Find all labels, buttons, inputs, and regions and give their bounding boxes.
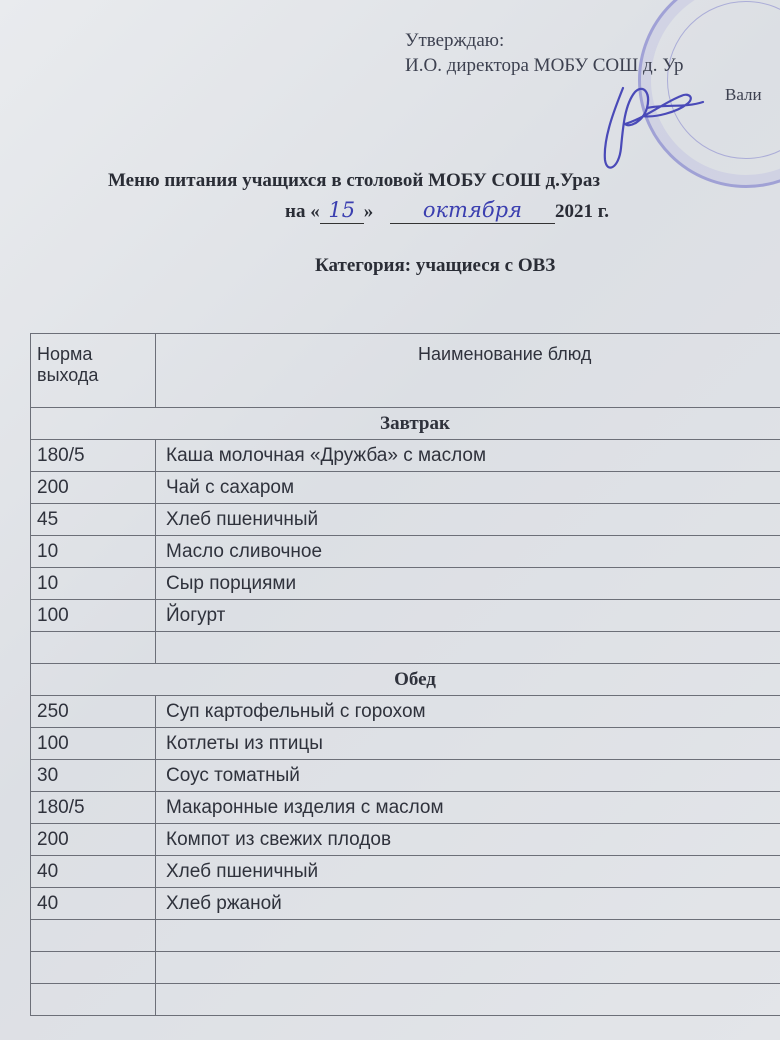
dish-cell: Хлеб пшеничный (156, 504, 780, 536)
col-dish-header: Наименование блюд (156, 334, 780, 408)
dish-cell: Котлеты из птицы (156, 728, 780, 760)
table-row (31, 696, 780, 728)
dish-cell: Соус томатный (156, 760, 780, 792)
signature (585, 78, 715, 178)
norm-cell: 200 (31, 472, 156, 504)
table-row (31, 824, 780, 856)
dish-cell: Масло сливочное (156, 536, 780, 568)
approval-line1: Утверждаю: (405, 30, 505, 51)
norm-cell (31, 984, 156, 1016)
norm-cell: 40 (31, 856, 156, 888)
table-row (31, 632, 780, 664)
norm-cell: 200 (31, 824, 156, 856)
dish-cell: Хлеб ржаной (156, 888, 780, 920)
dish-cell: Каша молочная «Дружба» с маслом (156, 440, 780, 472)
section-title: Завтрак (31, 408, 780, 440)
date-month: октября (422, 198, 523, 222)
table-row (31, 984, 780, 1016)
norm-cell: 10 (31, 536, 156, 568)
dish-cell: Хлеб пшеничный (156, 856, 780, 888)
norm-cell: 250 (31, 696, 156, 728)
table-row (31, 472, 780, 504)
norm-cell: 180/5 (31, 440, 156, 472)
section-row (31, 408, 780, 440)
norm-cell (31, 952, 156, 984)
table-row (31, 792, 780, 824)
norm-cell: 45 (31, 504, 156, 536)
table-row (31, 856, 780, 888)
table-header-row (31, 334, 780, 408)
norm-cell: 40 (31, 888, 156, 920)
date-day: 15 (328, 198, 356, 222)
norm-cell: 10 (31, 568, 156, 600)
table-row (31, 536, 780, 568)
date-line (285, 198, 609, 224)
approval-block (405, 28, 762, 104)
approver-name: Вали (725, 85, 762, 104)
dish-cell: Сыр порциями (156, 568, 780, 600)
col-norm-header: Норма выхода (31, 334, 156, 408)
dish-cell (156, 952, 780, 984)
norm-cell: 30 (31, 760, 156, 792)
norm-cell (31, 632, 156, 664)
dish-cell (156, 920, 780, 952)
dish-cell (156, 632, 780, 664)
dish-cell: Макаронные изделия с маслом (156, 792, 780, 824)
dish-cell: Суп картофельный с горохом (156, 696, 780, 728)
category-line: Категория: учащиеся с ОВЗ (315, 255, 556, 276)
approval-line2: И.О. директора МОБУ СОШ д. Ур (405, 55, 684, 76)
table-row (31, 440, 780, 472)
table-row (31, 920, 780, 952)
dish-cell: Чай с сахаром (156, 472, 780, 504)
table-row (31, 760, 780, 792)
menu-table (30, 333, 780, 1016)
dish-cell (156, 984, 780, 1016)
table-row (31, 568, 780, 600)
document-title: Меню питания учащихся в столовой МОБУ СОШ д.Ураз (108, 170, 600, 191)
section-title: Обед (31, 664, 780, 696)
section-row (31, 664, 780, 696)
table-row (31, 888, 780, 920)
norm-cell: 180/5 (31, 792, 156, 824)
norm-cell: 100 (31, 600, 156, 632)
table-row (31, 504, 780, 536)
norm-cell: 100 (31, 728, 156, 760)
norm-cell (31, 920, 156, 952)
date-mid: » (363, 201, 374, 222)
dish-cell: Йогурт (156, 600, 780, 632)
dish-cell: Компот из свежих плодов (156, 824, 780, 856)
date-prefix: на « (285, 201, 320, 222)
table-row (31, 728, 780, 760)
table-row (31, 600, 780, 632)
date-year: 2021 г. (554, 201, 609, 222)
table-row (31, 952, 780, 984)
